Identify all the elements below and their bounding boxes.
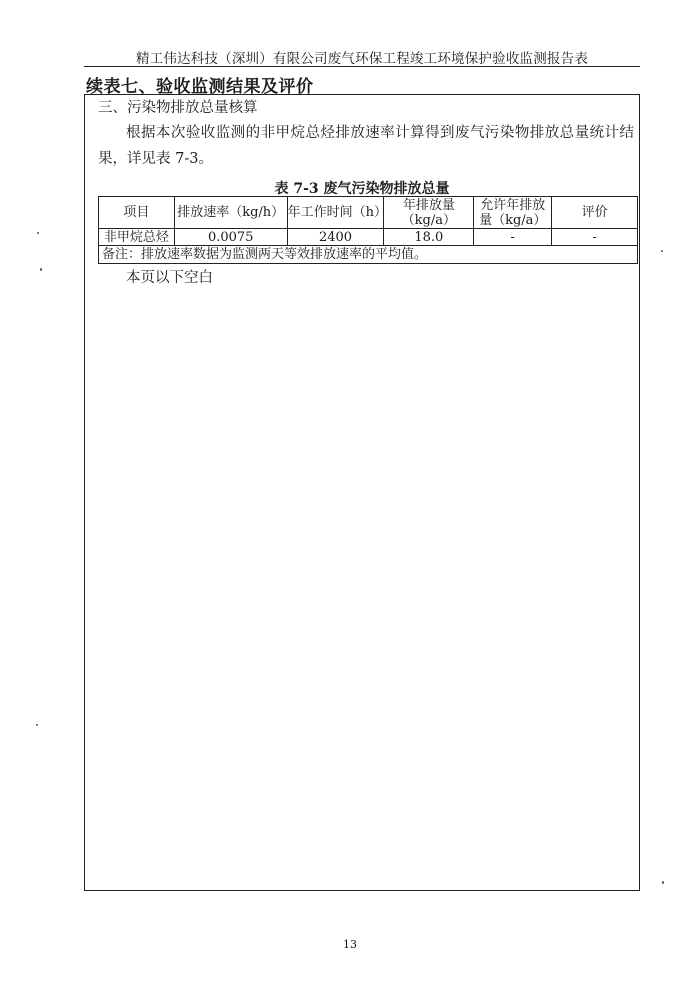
header-allowed-emission: 允许年排放量（kg/a） [474, 197, 552, 229]
scan-speck [37, 232, 39, 234]
header-emission-rate: 排放速率（kg/h） [174, 197, 287, 229]
report-header-title: 精工伟达科技（深圳）有限公司废气环保工程竣工环境保护验收监测报告表 [135, 51, 589, 67]
table-caption: 表 7-3 废气污染物排放总量 [274, 181, 450, 197]
cell-annual-hours: 2400 [287, 229, 384, 246]
cell-emission-rate: 0.0075 [174, 229, 287, 246]
cell-annual-emission: 18.0 [384, 229, 474, 246]
table-row [99, 229, 638, 246]
cell-item: 非甲烷总烃 [99, 229, 175, 246]
scan-speck [661, 250, 663, 252]
subsection-title: 三、污染物排放总量核算 [98, 100, 258, 116]
header-item: 项目 [99, 197, 175, 229]
table-header-row [99, 197, 638, 229]
cell-allowed-emission: - [474, 229, 552, 246]
header-annual-hours: 年工作时间（h） [287, 197, 384, 229]
header-rule [84, 66, 640, 67]
scan-speck [36, 724, 38, 726]
table-note-row [99, 246, 638, 264]
table-note: 备注：排放速率数据为监测两天等效排放速率的平均值。 [99, 246, 638, 264]
cell-evaluation: - [552, 229, 638, 246]
emission-total-table [98, 196, 638, 264]
blank-page-note: 本页以下空白 [126, 270, 213, 286]
scan-speck [40, 268, 42, 271]
header-annual-emission: 年排放量（kg/a） [384, 197, 474, 229]
section-heading: 续表七、验收监测结果及评价 [86, 77, 314, 97]
body-paragraph: 根据本次验收监测的非甲烷总烃排放速率计算得到废气污染物排放总量统计结果，详见表 7-3。 [98, 125, 634, 167]
header-evaluation: 评价 [552, 197, 638, 229]
scan-speck [662, 881, 664, 884]
page-number: 13 [343, 938, 357, 951]
